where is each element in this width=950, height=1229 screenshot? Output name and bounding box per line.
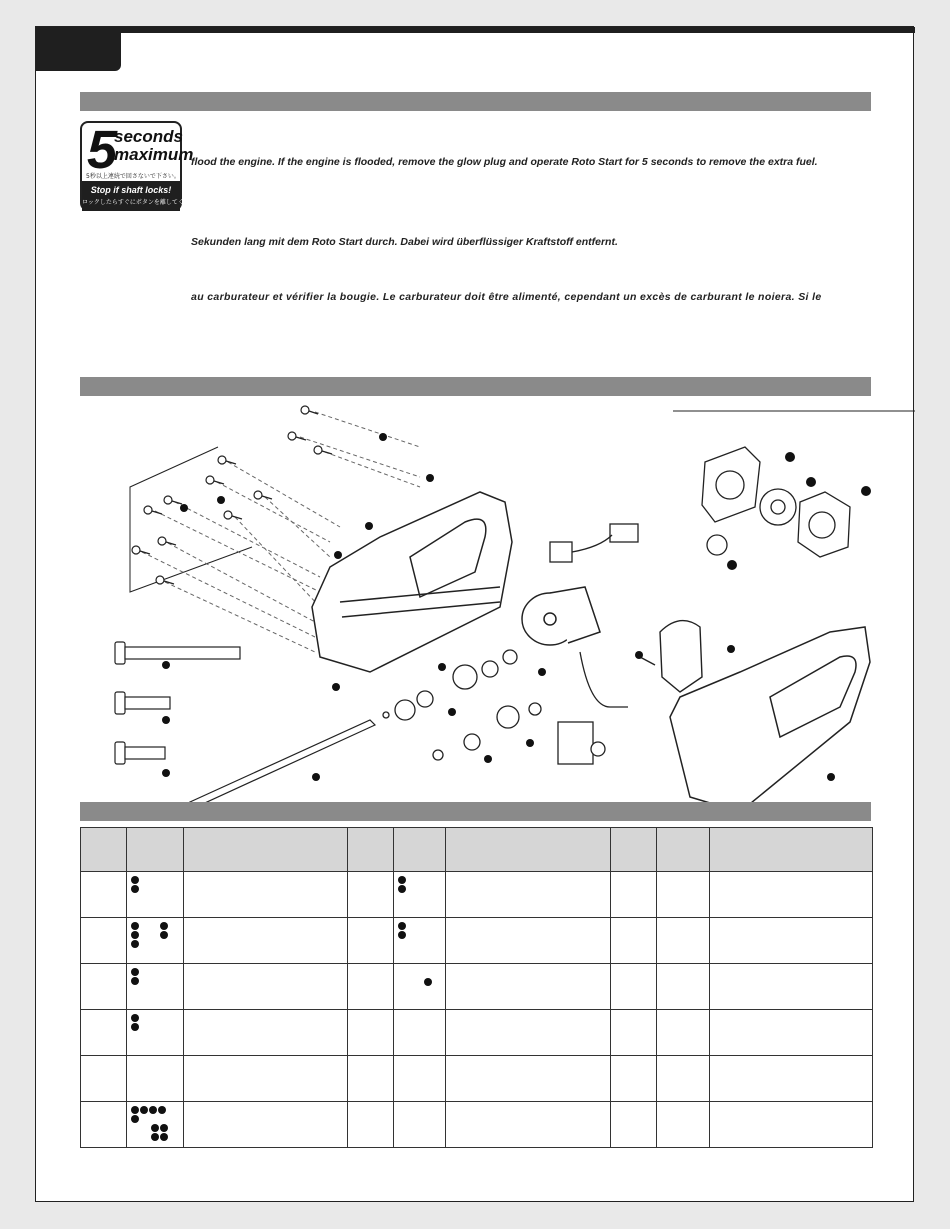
table-row [81,1056,873,1102]
top-rule [36,27,915,33]
table-header-row [81,828,873,872]
inset-parts [702,447,850,557]
screw [301,406,318,414]
table-row [81,872,873,918]
header-cell [184,828,348,872]
switch-assembly [550,524,638,764]
screw [224,511,242,519]
left-housing [312,492,512,672]
badge-japanese-bottom: ロックしたらすぐにボタンを離してください [82,199,202,206]
screw [132,546,150,554]
callout-dots-cell [394,872,445,894]
table-row [81,1102,873,1148]
callout-dots-cell [127,964,183,986]
table-row [81,964,873,1010]
paragraph-english: flood the engine. If the engine is flooded, remove the glow plug and operate Roto Start for 5 seconds to remove the extra fuel. [191,156,818,168]
screw [254,491,272,499]
five-seconds-maximum-warning-badge [80,120,202,211]
exploded-parts-diagram [80,407,871,802]
screw [288,432,306,440]
section-header-bar-1 [80,92,871,111]
badge-stop-box [82,181,202,211]
header-cell [710,828,873,872]
section-header-bar-2 [80,377,871,396]
table-row [81,1010,873,1056]
header-cell [127,828,184,872]
screw [158,537,176,545]
badge-japanese-top: 5秒以上連続で回さないで下さい。 [86,173,180,180]
screw [218,456,236,464]
long-bolts [115,642,240,764]
badge-number: 5 [87,120,116,180]
parts-table [80,827,873,1148]
screw [144,506,162,514]
screw-group-outline [130,447,252,592]
gears [383,650,541,760]
drive-shaft [190,720,375,807]
callout-dots-cell [127,1102,183,1142]
header-cell [348,828,394,872]
paragraph-french: au carburateur et vérifier la bougie. Le carburateur doit être alimenté, cependant un excès de carburant le noiera. Si le [191,291,822,303]
table-row [81,918,873,964]
badge-stop-text: Stop if shaft locks! [90,185,172,195]
header-cell [657,828,710,872]
callout-dots-cell [127,918,183,949]
callout-dots-cell [394,918,445,940]
header-cell [446,828,611,872]
header-cell [81,828,127,872]
header-cell [394,828,446,872]
gear-cover [640,621,702,692]
callout-dots-cell [394,964,445,987]
section-header-bar-3 [80,802,871,821]
screws [132,406,332,584]
manual-page [35,26,914,1202]
callout-dots-cell [127,1010,183,1032]
screw [164,496,182,504]
callout-dots-cell [127,872,183,894]
screw [206,476,224,484]
badge-word-seconds: seconds [114,127,183,146]
paragraph-german: Sekunden lang mit dem Roto Start durch. Dabei wird überflüssiger Kraftstoff entfernt. [191,236,618,248]
page-number-tab [36,27,121,71]
motor [522,587,600,645]
header-cell [611,828,657,872]
badge-word-maximum: maximum [114,145,194,164]
